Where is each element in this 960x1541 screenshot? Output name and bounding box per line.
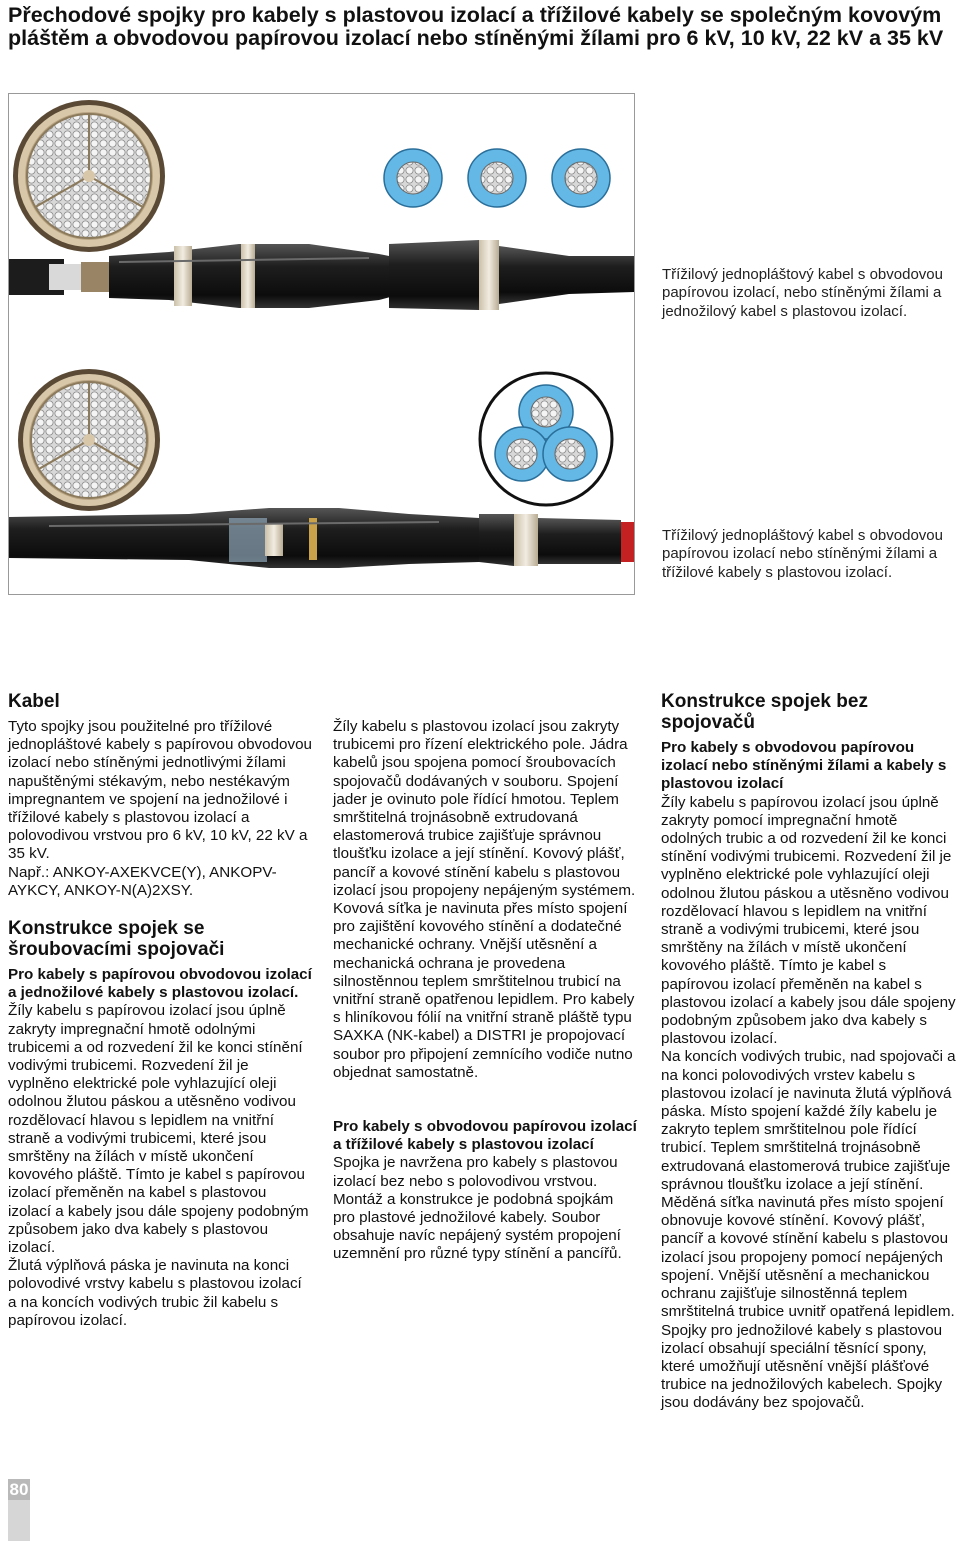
page-number-bar xyxy=(8,1500,30,1541)
paragraph: Např.: ANKOY-AXEKVCE(Y), ANKOPV-AYKCY, ANKOY-N(A)2XSY. xyxy=(8,863,277,899)
paragraph: Spojka je navržena pro kabely s plastovou izolací bez nebo s polovodivou vrstvou. Montáž a konstrukce je podobná spojkám pro plastové jednožilové kabely. Soubor obsahuje navíc nepájený systém propojení uzemnění pro různé typy stínění a pancířů. xyxy=(333,1154,622,1263)
paper-cable-cross-section-icon xyxy=(18,369,160,511)
text-column-3 xyxy=(661,691,957,1413)
paragraph: Žíly kabelu s plastovou izolací jsou zakryty trubicemi pro řízení elektrického pole. Jádra kabelů jsou spojena pomocí šroubovacích spojovačů dodávaných v souboru. Spojení jader je ovinuto pole řídící hmotou. Teplem smrštitelná trojnásobně extrudovaná elastomerová trubice zajišťuje správnou tloušťku izolace a její stínění. Kovový plášť, pancíř a kovové stínění kabelu s plastovou izolací jsou propojeny nepájeným systémem. Kovová síťka je navinuta přes místo spojení pro zajištění kovového stínění a dodatečné mechanické ochrany. Vnější utěsnění a mechanická ochrana je provedena silnostěnnou teplem smrštitelnou trubicí na vnitřní straně opatřenou lepidlem. Pro kabely s hliníkovou fólií na vnitřní straně pláště typu SAXKA (NK-kabel) a DISTRI je propojovací soubor pro připojení zemnícího vodiče nutno objednat samostatně. xyxy=(333,718,636,1081)
photo-caption-bottom: Třížilový jednopláštový kabel s obvodovou papírovou izolací nebo stíněnými žílami a třížilové kabely s plastovou izolací. xyxy=(662,527,943,581)
page-number: 80 xyxy=(9,1480,29,1499)
paragraph: Žlutá výplňová páska je navinuta na konci polovodivé vrstvy kabelu s plastovou izolací a na koncích vodivých trubic žil kabelu s papírovou izolací. xyxy=(8,1257,302,1329)
section-heading-screw-connectors: Konstrukce spojek se šroubovacími spojovači xyxy=(8,918,225,961)
subheading: Pro kabely s obvodovou papírovou izolací a třížilové kabely s plastovou izolací xyxy=(333,1118,637,1154)
photo-caption-top: Třížilový jednopláštový kabel s obvodovou papírovou izolací, nebo stíněnými žílami a jednožilový kabel s plastovou izolací. xyxy=(662,266,943,320)
subheading: Pro kabely s obvodovou papírovou izolací nebo stíněnými žílami a kabely s plastovou izolací xyxy=(661,739,947,793)
paragraph: Žíly kabelu s papírovou izolací jsou úplně zakryty impregnační hmotě odolnými trubicemi a od rozvedení žil ke konci stínění vodivými trubicemi. Rozvedení žil je vyplněno elektrické pole vyhlazující oleji odolnou žlutou páskou a utěsněno vodivou rozdělovací hlavou s lepidlem na vnitřní straně a vodivými trubicemi, které jsou smrštěny na žílách v místě ukončení kovového pláště. Tímto je kabel s papírovou izolací přeměněn na kabel s plastovou izolací a kabely jsou dále spojeny podobným způsobem jako dva kabely s plastovou izolací. xyxy=(8,1002,309,1257)
paragraph: Tyto spojky jsou použitelné pro třížilové jednopláštové kabely s papírovou obvodovou izolací nebo stíněnými jednotlivými žílami napuštěnými stékavým, nebo nestékavým impregnantem ve spojení na jednožilové i třížilové kabely s plastovou izolací a polovodivou vrstvou pro 6 kV, 10 kV, 22 kV a 35 kV. xyxy=(8,718,312,863)
paragraph: Na koncích vodivých trubic, nad spojovači a na konci polovodivých vrstev kabelu s plastovou izolací je navinuta žlutá výplňová páska. Místo spojení každé žíly kabelu je zakryto teplem smrštitelnou pole řídící trubicí. Teplem smrštitelná trojnásobně extrudovaná elastomerová trubice zajišťuje správnou tloušťku izolace a její stínění. Měděná síťka navinutá přes místo spojení obnovuje kovové stínění. Kovový plášť, pancíř a kovové stínění kabelu s plastovou izolací jsou propojeny pomocí nepájených spojení. Vnější utěsnění a mechanickou ochranu zajišťuje silnostěnná teplem smrštitelná trubice uvnitř opatřená lepidlem. Spojky pro jednožilové kabely s plastovou izolací obsahují speciální těsnící spony, které umožňují utěsnění vnější plášťové trubice na jednožilových kabelech. Spojky jsou dodávány bez spojovačů. xyxy=(661,1048,956,1412)
section-heading-kabel: Kabel xyxy=(8,691,60,712)
section-heading-without-connectors: Konstrukce spojek bez spojovačů xyxy=(661,691,868,733)
product-photo xyxy=(8,93,635,595)
three-core-plastic-cable-icon xyxy=(480,373,612,505)
text-column-1 xyxy=(8,691,313,1330)
spacer xyxy=(333,1082,638,1118)
text-column-2 xyxy=(333,718,638,1264)
subheading: Pro kabely s papírovou obvodovou izolací a jednožilové kabely s plastovou izolací. xyxy=(8,966,312,1002)
paper-cable-cross-section-icon xyxy=(13,100,165,252)
paragraph: Žíly kabelu s papírovou izolací jsou úplně zakryty pomocí impregnační hmotě odolných trubic a od rozvedení žil ke konci stínění vodivými trubicemi. Rozvedení žil je vyplněno elektrické pole vyhlazující oleji odolnou žlutou páskou a utěsněno vodivou rozdělovací hlavou s lepidlem na vnitřní straně a vodivými trubicemi, které jsou smrštěny na žílách v místě ukončení kovového pláště. Tímto je kabel s papírovou izolací přeměněn na kabel s plastovou izolací a kabely jsou dále spojeny podobným způsobem jako dva kabely s plastovou izolací. xyxy=(661,793,956,1048)
lower-joint-photo xyxy=(9,508,634,568)
page-title: Přechodové spojky pro kabely s plastovou izolací a třížilové kabely se společným kovovým pláštěm a obvodovou papírovou izolací nebo stíněnými žílami pro 6 kV, 10 kV, 22 kV a 35 kV xyxy=(8,3,944,50)
spacer xyxy=(8,900,313,918)
single-core-cable-icon xyxy=(384,149,610,207)
